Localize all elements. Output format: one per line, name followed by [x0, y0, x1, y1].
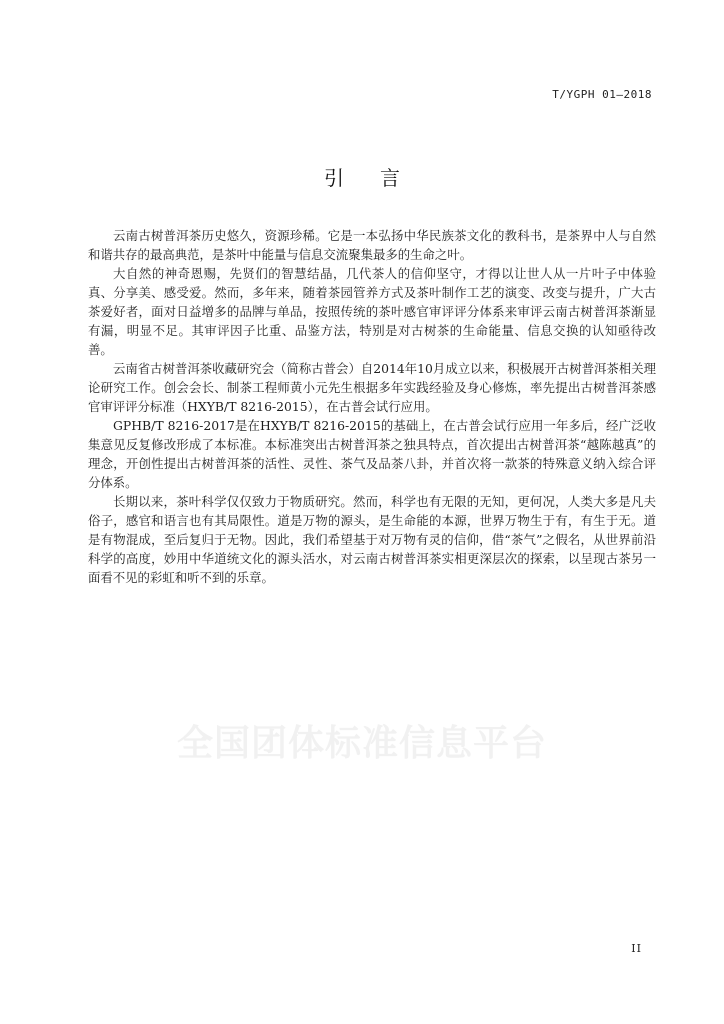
watermark: 全国团体标准信息平台	[176, 723, 547, 764]
paragraph: 大自然的神奇恩赐，先贤们的智慧结晶，几代茶人的信仰坚守，才得以让世人从一片叶子中体验真、分享美、感受爱。然而，多年来，随着茶园管养方式及茶叶制作工艺的演变、改变与提升，广大古茶爱好者，面对日益增多的品牌与单品，按照传统的茶叶感官审评评分体系来审评云南古树普洱茶渐显有漏，明显不足。其审评因子比重、品鉴方法，特别是对古树茶的生命能量、信息交换的认知亟待改善。	[88, 266, 656, 357]
paragraph: 云南省古树普洱茶收藏研究会（简称古普会）自2014年10月成立以来，积极展开古树普洱茶相关理论研究工作。创会会长、制茶工程师黄小元先生根据多年实践经验及身心修炼，率先提出古树普洱茶感官审评评分标准（HXYB/T 8216-2015），在古普会试行应用。	[88, 361, 656, 414]
document-code: T/YGPH 01—2018	[552, 88, 652, 101]
paragraph: 长期以来，茶叶科学仅仅致力于物质研究。然而，科学也有无限的无知，更何况，人类大多是凡夫俗子，感官和语言也有其局限性。道是万物的源头，是生命能的本源，世界万物生于有，有生于无。道是有物混成，至后复归于无物。因此，我们希望基于对万物有灵的信仰，借“茶气”之假名，从世界前沿科学的高度，妙用中华道统文化的源头活水，对云南古树普洱茶实相更深层次的探索，以呈现古茶另一面看不见的彩虹和听不到的乐章。	[88, 494, 656, 585]
page-number: II	[631, 942, 642, 955]
body-text	[88, 226, 656, 587]
paragraph: 云南古树普洱茶历史悠久，资源珍稀。它是一本弘扬中华民族茶文化的教科书，是茶界中人与自然和谐共存的最高典范，是茶叶中能量与信息交流聚集最多的生命之叶。	[88, 228, 656, 262]
paragraph: GPHB/T 8216-2017是在HXYB/T 8216-2015的基础上，在古普会试行应用一年多后，经广泛收集意见反复修改形成了本标准。本标准突出古树普洱茶之独具特点，首次提出古树普洱茶“越陈越真”的理念，开创性提出古树普洱茶的活性、灵性、茶气及品茶八卦，并首次将一款茶的特殊意义纳入综合评分体系。	[88, 418, 656, 490]
section-title: 引言	[324, 166, 436, 190]
